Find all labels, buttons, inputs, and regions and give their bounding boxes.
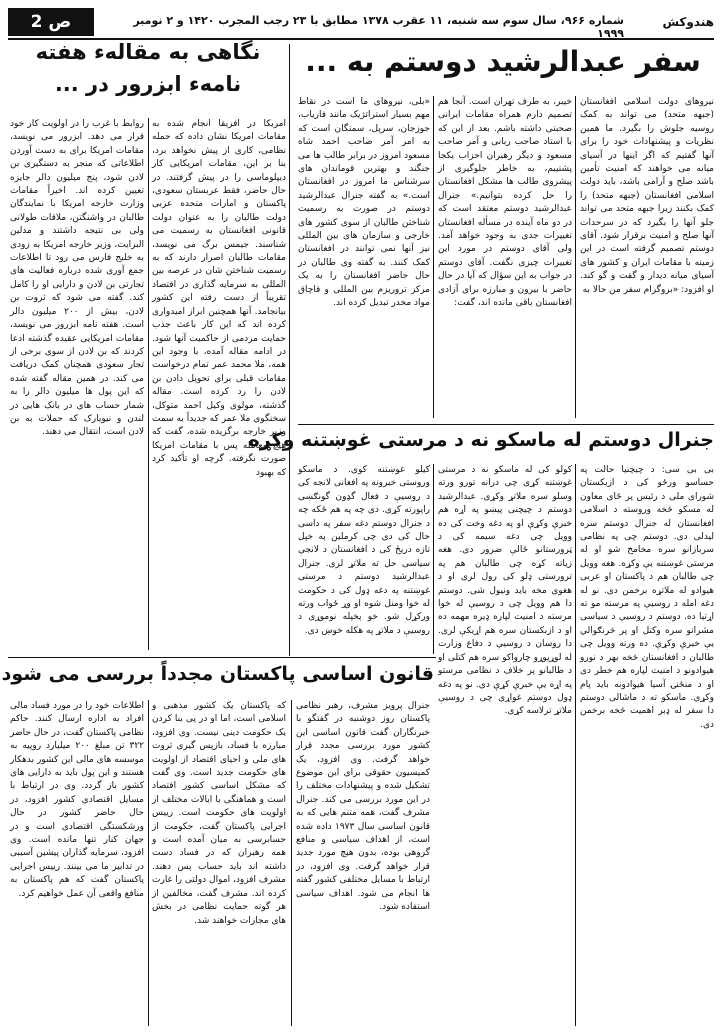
section-rule	[8, 657, 436, 658]
column-divider	[433, 464, 434, 654]
editorial-column-1: روابط با غرب را در اولویت کار خود قرار می دهد. ابزرور می نویسد، مقامات امریکا برای به دست آوردن اطلاعاتی که منجر به دستگیری بن لادن شود، پنج میلیون دالر جایزه تعیین کرده اند. اخیراً مقامات وزارت خارجه امریکا با نمایندگان طالبان در واشنگتن، ملاقات طولانی ولی بی نتیجه داشتند و مدلین البرایت، وزیر خارجه امریکا به زودی به خلیج فارس می رود تا اطلاعات جمع آوری شده درباره فعالیت های تجارتی بن لادن و دارایی او را کامل کند. گفته می شود که ثروت بن لادن، بیش از ۲۰۰ میلیون دالر است. هفته نامه ابزرور می نویسد، مقامات امریکایی عقیده گذشته ادعا کردند که بن لادن از سوی برخی از تجار سعودی همچنان کمک دریافت می کند. در همین مقاله گفته شده که این پول ها میلیون دالر را به شمار حساب های در بانک هایی در لندن و نیویارک که حملات به بن لادن است، انتقال می دهند.	[10, 119, 144, 438]
editorial-headline-line-2: نامهء ابزرور در ...	[54, 72, 242, 96]
russia-column-2: کولو کی له ماسکو نه د مرستی غوښتنه کړی چی درانه تورو ورته وسلو سره ملاتړ وکړی. عبدالرشید دوستم د چیچنی پیښو په اړه هم خبرې وکړې او په دغه وخت کی ده وویل چی دغه سیمه کی د ټرورستانو ځالې ضرور دی. هغه زیاته کړه چی طالبان هم په ترورستی ډلو کی رول لری او د هغوی مخه باید ونیول شی. دوستم دا هم وویل چی د روسیې له خوا مرسته د امنیت لپاره ډیره مهمه ده او د ازبکستان سره هم اړیکې لری. دا روسان د روسیې د دفاع وزارت له لوړپوړو چارواکو سره هم کتلی او د طالبانو پر خلاف د نظامی مرستو په اړه یې خبرې کړې دی. نو په دغه ډول دوستم غواړی چی د روسیې ملاتړ ترلاسه کړی.	[438, 465, 572, 717]
pakistan-column-1: جنرال پرویز مشرف، رهبر نظامی پاکستان روز دوشنبه در گفتگو با خبرنگاران گفت قانون اساسی این کشور مورد بررسی مجدد قرار خواهد گرفت. وی افزود، یک کمیسیون حقوقی برای این موضوع تشکیل شده و پیشنهادات مختلف را در این مورد بررسی می کند. جنرال مشرف گفت، همه متنم هایی که به قانون اساسی سال ۱۹۷۳ داده شده است، از اهداف سیاسی و منافع گروهی بوده، بدون هیچ مورد جدید قرار خواهد گرفت. وی افزود، در ارتباط با مسایل مختلفی کشور گفته ها انجام می شود. اهداف سیاسی استفاده شود.	[296, 701, 431, 913]
column-divider	[433, 96, 434, 418]
dostum-column-3: «بلی، نیروهای ما است در نقاط مهم بسیار استراتژیک مانند فاریاب، جوزجان، سرپل، سمنگان است که به امر آمر صاحب احمد شاه مسعود امروز در برابر طالب ها می جنگند و بهترین قوماندان های سرشناس ما امروز در افغانستان است.» به گفته جنرال عبدالرشید دوستم در صورت به رسمیت شناختن طالبان از سوی کشور های خارجی و سازمان های بین المللی نیز آنها نمی توانند در افغانستان کمک کنند. به گفته وی طالبان در حال حاضر افغانستان را به یک مرکز تروریزم بین المللی و قاچاق مواد مخدر تبدیل کرده اند.	[298, 97, 430, 309]
column-divider	[148, 118, 149, 650]
masthead-logo: هندوکش	[662, 15, 714, 29]
pakistan-column-3: اطلاعات خود را در مورد فساد مالی افراد به اداره ارسال کنند. حاکم نظامی پاکستان گفت، در حال حاضر ۳۲۲ تن مبلغ ۲۰۰ میلیارد روپیه به موسسه های مالی این کشور بدهکار هستند و این پول باید به دارایی های کشور باز گردد. وی در ارتباط با مسایل اقتصادی کشور افزود، در حال حاضر کشور در حال ورشکستگی اقتصادی است و در جهان کنار تنها مانده است. وی افزود، سرمایه گذاران پیشین آسیبی در تدابیر ما می بینند. رییس اجرایی پاکستان گفت که هم پاکستان به منافع واقعی آن عمل خواهیم کرد.	[10, 701, 145, 899]
dateline	[104, 14, 624, 40]
dostum-column-2: خیبر، به طرف تهران است. آنجا هم تصمیم دارم همراه مقامات ایرانی صحبتی داشته باشم. بعد از این که با استاد صاحب ربانی و آمر صاحب مسعود و دیگر رهبران احزاب یکجا پشتیبم، به خاطر جلوگیری از پیشروی طالب ها مشکل افغانستان را حل کرده بتوانیم.» جنرال عبدالرشید دوستم معتقد است که در دو ماه آینده در مسأله افغانستان تغییرات جدی به وجود خواهد آمد. ولی آقای دوستم در مورد این تغییرات چیزی نگفت. آقای دوستم در جواب به این سؤال که آیا در حال حاضر با بیرون و مبارزه برای آزادی افغانستان باقی مانده اند، گفت:	[438, 97, 572, 309]
russia-column-1: بی بی سی: د چیچنیا حالت په حساسو ورځو کی د ازبکستان شورای ملی د رئیس پر ځای معاون له مسکو څخه وروسته د اسلامی افغانستان له جنرال دوستم سره لیدلی دی. دوستم چی په نظامی سربازانو سره مخامخ شو او له مرستی غوښتنه یې وکړه. هغه وویل چی طالبان هم د پاکستان او عربی هیوادو له ملاتړه برخمن دی. نو له دغه امله د روسیې په مرسته مو ته اړتیا ده. دوستم د روسیې د سیاسی مشرانو سره وکتل او پر څرنګوالي یې خبرې وکړې. ده ورته وویل چی طالبان د افغانستان څخه بهر د نورو هیوادونو د امنیت لپاره هم خطر دی او د منځنۍ آسیا هیوادونه باید پام وکړي. ماسکو ته د ماشالی دوستم دا سفر له ډیر اهمیت څخه برخمن دی.	[580, 465, 714, 730]
editorial-column-2: امریکا در افریقا انجام شده به مقامات امریکا نشان داده که حمله نظامی، کاری از پیش نخواهد برد، بنا بر این، مقامات امریکایی کار دیپلوماسی را در پیش گرفتند. در حال حاضر، فقط عربستان سعودی، پاکستان و امارات متحده عربی دولت طالبان را به عنوان دولت قانونی افغانستان به رسمیت می شناسند. جیمس برگ می نویسد، مقامات طالبان اصرار دارند که به رسمیت شناختن شان در عرصه بین المللی به سرمایه گذاری در اقتصاد تقریباً از دست رفته این کشور بیانجامد. آنها همچنین ابراز امیدواری کرده اند که این کار باعث جذب حمایت مردمی از حاکمیت آنها شود. در ادامه مقاله آمده، با وجود این همه، ملا محمد عمر تمام درخواست مقامات قبلی برای تحویل دادن بن لادن را رد کرده است. مقاله گذشته، مولوی وکیل احمد متوکل، سخنگوی ملا عمر که جدیداً به سمت وزیر خارجه برگزیده شده، گفت که هیچ معامله پس با مقامات امریکا صورت نگرفته. گرچه او تأکید کرد که بهبود	[152, 119, 286, 478]
russia-headline: جنرال دوستم له ماسکو نه د مرستی غوښتنه وکړه	[248, 429, 714, 451]
pakistan-column-2: که پاکستان یک کشور مذهبی و اسلامی است، اما او در پی بنا کردن یک حکومت دینی نیست. وی افزود، مبارزه با فساد، بازپس گیری ثروت های ملی و احیای اقتصاد از اولویت های حکومت جدید است. وی گفت که مشکل اساسی کشور اقتصاد است و هماهنگی با ایالات مختلف از اولویت های حکومت است. رییس اجرایی پاکستان گفت، حکومت از حسابرسی به میان آمده است و همه رهبران که در فساد دست داشته اند باید حساب پس دهند. مشرف افزود، اموال دولتی را غارت کرده اند. مشرف گفت، مخالفین از هر گونه حمایت نظامی در بخش های مجازات خواهند شد.	[152, 701, 286, 926]
column-divider	[291, 700, 292, 1026]
russia-column-3: کیلو غوښتنه کوی. د ماسکو وروستی خبرونه په افغانی لانجه کی د روسیې د فعال گډون گونګښی راپورته کړی. دی چه په هم ځکه چه د جنرال دوستم دغه سفر په داسی حال کی دی چی کرملین په خپل تازه دریځ کی د افغانستان د لانجې سیاسی حل ته ملاتړ لری. جنرال عبدالرشید دوستم د مرستی غوښتنه په دغه ډول کی د حکومت له خوا ومنل شوه او وړ ځواب ورته ورکړل شو. خو پخپله نوموړی د روسیې د ملاتړ په هکله خوښ دی.	[298, 465, 430, 636]
section-rule	[298, 424, 714, 425]
page-number-badge: ص 2	[8, 8, 94, 36]
column-divider	[575, 464, 576, 1026]
pakistan-headline: قانون اساسی پاکستان مجدداً بررسی می شود	[1, 663, 434, 685]
issue-number: شماره ۹۶۶، سال سوم	[502, 14, 624, 27]
dostum-column-1: نیروهای دولت اسلامی افغانستان (جبهه متحد) می تواند به کمک روسیه جلوش را بگیرد. ما همین نظریات و پیشنهادات خود را برای آنها گفتیم که اگر اینها در آسیای میانه می خواهند که امنیت تأمین باشد صلح و آرامی باشد، باید دولت اسلامی افغانستان (جبهه متحد) را کمک بکنند زیرا جبهه متحد می تواند جلو آنها را بگیرد که در سرحدات آنها صلح و امنیت برقرار شود. آقای دوستم تصمیم گرفته است در این زمینه با مقامات ایران و کشور های آسیای میانه دیدار و گفت و گو کند. او افزود: «بروگرام سفر من حالا به	[580, 97, 714, 295]
dostum-headline: سفر عبدالرشید دوستم به ...	[305, 45, 701, 78]
issue-date: سه شنبه، ۱۱ عقرب ۱۳۷۸ مطابق با ۲۳ رجب المجرب ۱۴۲۰ و ۲ نومبر ۱۹۹۹	[133, 14, 624, 40]
page-header	[8, 8, 714, 40]
column-divider	[148, 700, 149, 1026]
section-divider	[289, 44, 290, 656]
editorial-headline-line-1: نگاهی به مقالهء هفته	[35, 40, 261, 64]
column-divider	[575, 96, 576, 418]
